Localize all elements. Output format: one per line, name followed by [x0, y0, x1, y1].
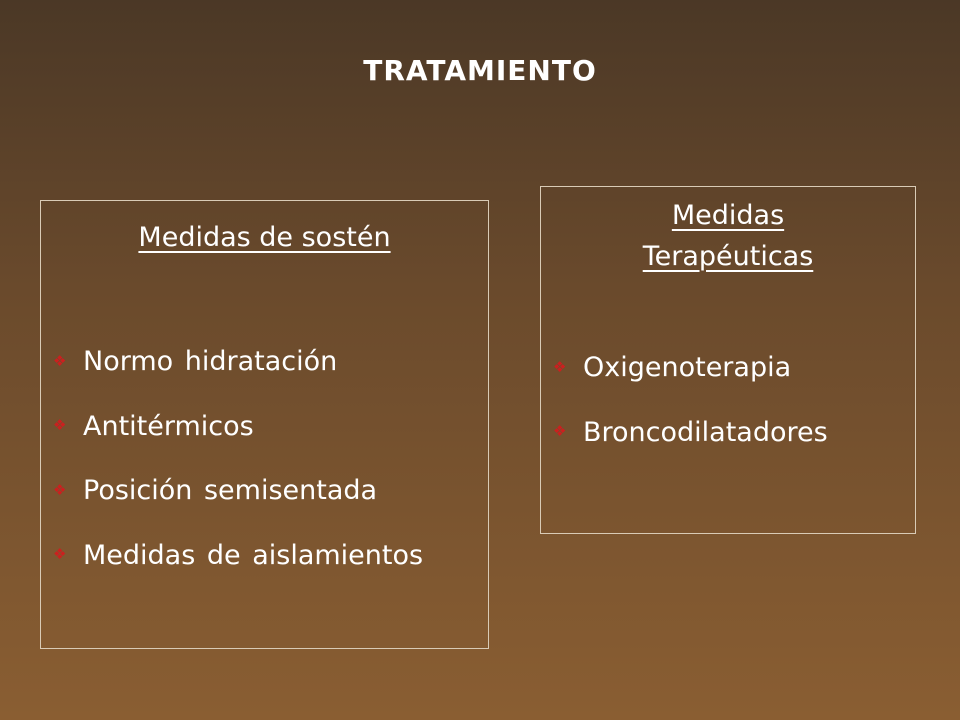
list-item-label: Normo hidratación: [83, 346, 338, 377]
therapeutic-measures-list: [551, 352, 907, 481]
list-item-label: Posición semisentada: [83, 475, 378, 506]
list-item: [51, 411, 480, 444]
list-item: [551, 417, 907, 450]
diamond-bullet-icon: ❖: [553, 357, 567, 376]
diamond-bullet-icon: ❖: [53, 480, 67, 499]
list-item-label: Oxigenoterapia: [583, 352, 792, 383]
list-item-label: Medidas de aislamientos: [83, 539, 424, 571]
diamond-bullet-icon: ❖: [53, 545, 67, 563]
list-item-label: Antitérmicos: [83, 410, 254, 442]
list-item: [551, 352, 907, 385]
therapeutic-measures-box: [540, 186, 916, 534]
list-item-label: Broncodilatadores: [583, 416, 828, 448]
supportive-measures-box: [40, 200, 489, 649]
diamond-bullet-icon: ❖: [53, 416, 67, 434]
slide-title: TRATAMIENTO: [363, 54, 597, 87]
therapeutic-heading-line1: Medidas: [671, 200, 785, 231]
list-item: [51, 531, 480, 582]
supportive-measures-heading: Medidas de sostén: [138, 222, 391, 253]
list-item: [51, 475, 480, 508]
diamond-bullet-icon: ❖: [553, 422, 567, 440]
list-item: [51, 346, 480, 379]
supportive-measures-list: [51, 346, 480, 613]
therapeutic-measures-heading: [541, 195, 915, 277]
diamond-bullet-icon: ❖: [53, 351, 67, 370]
therapeutic-heading-line2: Terapéuticas: [642, 241, 814, 272]
